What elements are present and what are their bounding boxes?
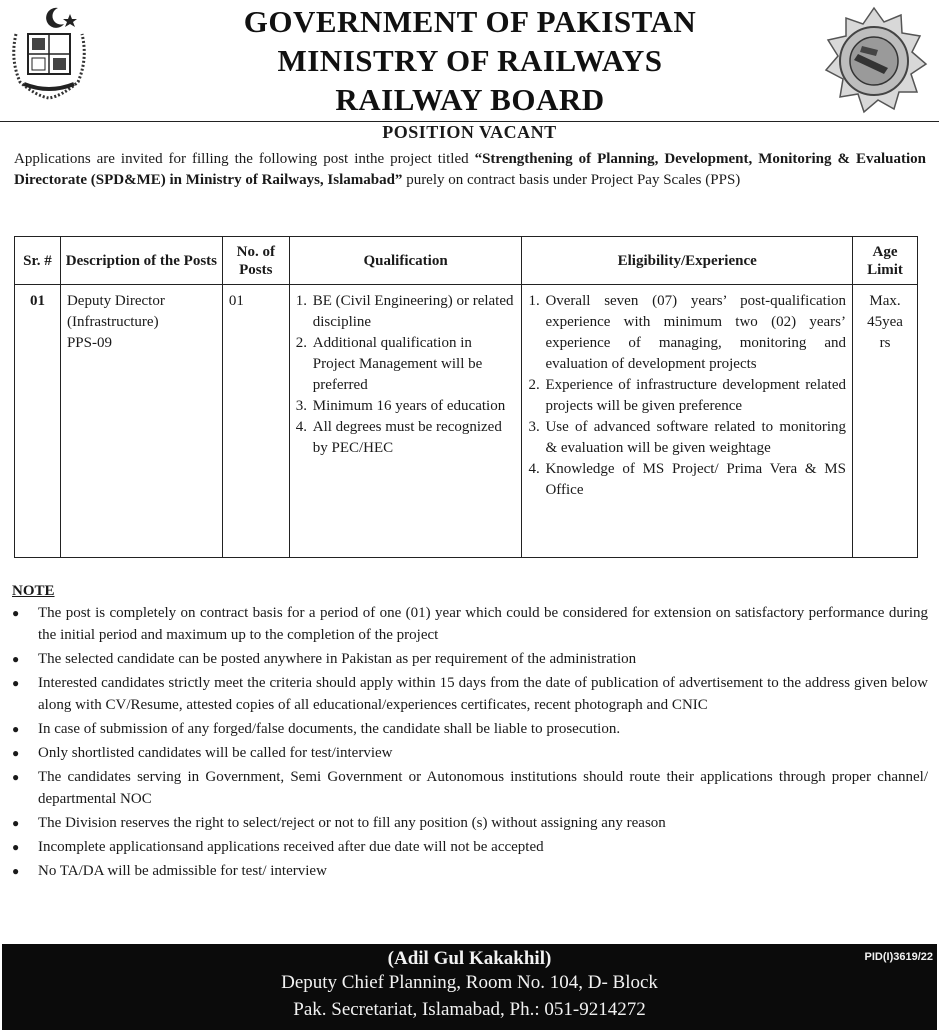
list-item: [528, 459, 846, 501]
project-title: “Strengthening of Planning, Development, Monitoring & Evaluation Directorate (SPD&ME) in Ministry of Railways, Islamabad”: [14, 151, 926, 188]
item-number: 3.: [528, 419, 540, 435]
eligibility-list: [528, 291, 846, 501]
item-text: Minimum 16 years of education: [312, 398, 506, 414]
note-text: Incomplete applicationsand applications received after due date will not be accepted: [38, 839, 544, 855]
bullet-icon: ●: [12, 840, 20, 854]
bullet-icon: ●: [12, 676, 20, 690]
post-title: Deputy Director: [66, 293, 165, 309]
item-text: Knowledge of MS Project/ Prima Vera & MS Office: [545, 461, 846, 498]
note-item: [10, 836, 928, 858]
item-number: 1.: [528, 293, 540, 309]
cell-eligibility: [522, 285, 853, 558]
age-line: 45yea: [867, 314, 903, 330]
pid-number: PID(I)3619/22: [864, 951, 933, 963]
list-item: [296, 396, 516, 417]
bullet-icon: ●: [12, 652, 20, 666]
cell-age-limit: [853, 285, 918, 558]
qualification-list: [296, 291, 516, 459]
note-item: [10, 718, 928, 740]
header-ministry: MINISTRY OF RAILWAYS: [277, 43, 663, 78]
signatory-name: (Adil Gul Kakakhil): [387, 948, 552, 969]
item-text: Additional qualification in Project Management will be preferred: [312, 335, 483, 393]
note-item: [10, 812, 928, 834]
note-text: Interested candidates strictly meet the criteria should apply within 15 days from the date of publication of advertisement to the address given below along with CV/Resume, attested copies of all educational/experiences certificates, recent photograph and CNIC: [38, 675, 928, 713]
note-item: [10, 742, 928, 764]
item-text: All degrees must be recognized by PEC/HEC: [312, 419, 502, 456]
note-item: [10, 602, 928, 646]
item-text: BE (Civil Engineering) or related discipline: [312, 293, 514, 330]
header-sr: Sr. #: [15, 237, 61, 285]
item-text: Experience of infrastructure development related projects will be given preference: [545, 377, 846, 414]
list-item: [528, 291, 846, 375]
signatory-designation: Deputy Chief Planning, Room No. 104, D- Block: [281, 972, 658, 993]
list-item: [296, 333, 516, 396]
table-row: [15, 285, 918, 558]
signatory-address: Pak. Secretariat, Islamabad, Ph.: 051-9214272: [293, 999, 646, 1020]
item-text: Use of advanced software related to monitoring & evaluation will be given weightage: [545, 419, 846, 456]
cell-sr: 01: [15, 285, 61, 558]
pakistan-emblem-icon: [6, 4, 92, 104]
table-header-row: [15, 237, 918, 285]
header-board: RAILWAY BOARD: [335, 82, 605, 117]
note-text: The post is completely on contract basis for a period of one (01) year which could be considered for extension on satisfactory performance during the initial period and maximum up to the completion of the project: [38, 605, 928, 643]
post-scale: PPS-09: [66, 335, 112, 351]
list-item: [528, 417, 846, 459]
bullet-icon: ●: [12, 722, 20, 736]
bullet-icon: ●: [12, 816, 20, 830]
cell-no-of-posts: 01: [222, 285, 289, 558]
item-number: 1.: [295, 293, 307, 309]
note-text: The candidates serving in Government, Semi Government or Autonomous institutions should route their applications through proper channel/ departmental NOC: [38, 769, 928, 807]
age-line: rs: [879, 335, 891, 351]
note-item: [10, 766, 928, 810]
intro-text-end: purely on contract basis under Project Pay Scales (PPS): [402, 172, 741, 188]
note-heading: NOTE: [12, 583, 55, 599]
header-age-limit: Age Limit: [853, 237, 918, 285]
intro-paragraph: [14, 149, 926, 191]
item-text: Overall seven (07) years’ post-qualification experience with minimum two (02) years’ experience of managing, monitoring and evaluation of development projects: [545, 293, 846, 372]
note-text: Only shortlisted candidates will be called for test/interview: [38, 745, 393, 761]
bullet-icon: ●: [12, 746, 20, 760]
footer-band: [2, 944, 937, 1030]
item-number: 2.: [528, 377, 540, 393]
intro-text: Applications are invited for filling the following post inthe project titled: [14, 151, 475, 167]
list-item: [296, 417, 516, 459]
bullet-icon: ●: [12, 606, 20, 620]
position-table: [14, 236, 918, 558]
note-item: [10, 860, 928, 882]
post-area: (Infrastructure): [66, 314, 159, 330]
item-number: 4.: [295, 419, 307, 435]
cell-description: [60, 285, 222, 558]
item-number: 4.: [528, 461, 540, 477]
bullet-icon: ●: [12, 864, 20, 878]
note-text: The selected candidate can be posted anywhere in Pakistan as per requirement of the administration: [38, 651, 637, 667]
bullet-icon: ●: [12, 770, 20, 784]
note-text: No TA/DA will be admissible for test/ interview: [38, 863, 327, 879]
list-item: [296, 291, 516, 333]
header-no-of-posts: No. of Posts: [222, 237, 289, 285]
note-text: In case of submission of any forged/false documents, the candidate shall be liable to prosecution.: [38, 721, 621, 737]
note-item: [10, 648, 928, 670]
note-text: The Division reserves the right to select/reject or not to fill any position (s) without assigning any reason: [38, 815, 666, 831]
note-item: [10, 672, 928, 716]
item-number: 2.: [295, 335, 307, 351]
notes-list: [10, 602, 928, 884]
age-line: Max.: [869, 293, 901, 309]
railway-board-seal-icon: [818, 6, 930, 114]
cell-qualification: [289, 285, 522, 558]
list-item: [528, 375, 846, 417]
header-qualification: Qualification: [289, 237, 522, 285]
position-vacant-title: POSITION VACANT: [382, 122, 557, 142]
header-government: GOVERNMENT OF PAKISTAN: [243, 4, 697, 39]
item-number: 3.: [295, 398, 307, 414]
header-eligibility: Eligibility/Experience: [522, 237, 853, 285]
header-description: Description of the Posts: [60, 237, 222, 285]
